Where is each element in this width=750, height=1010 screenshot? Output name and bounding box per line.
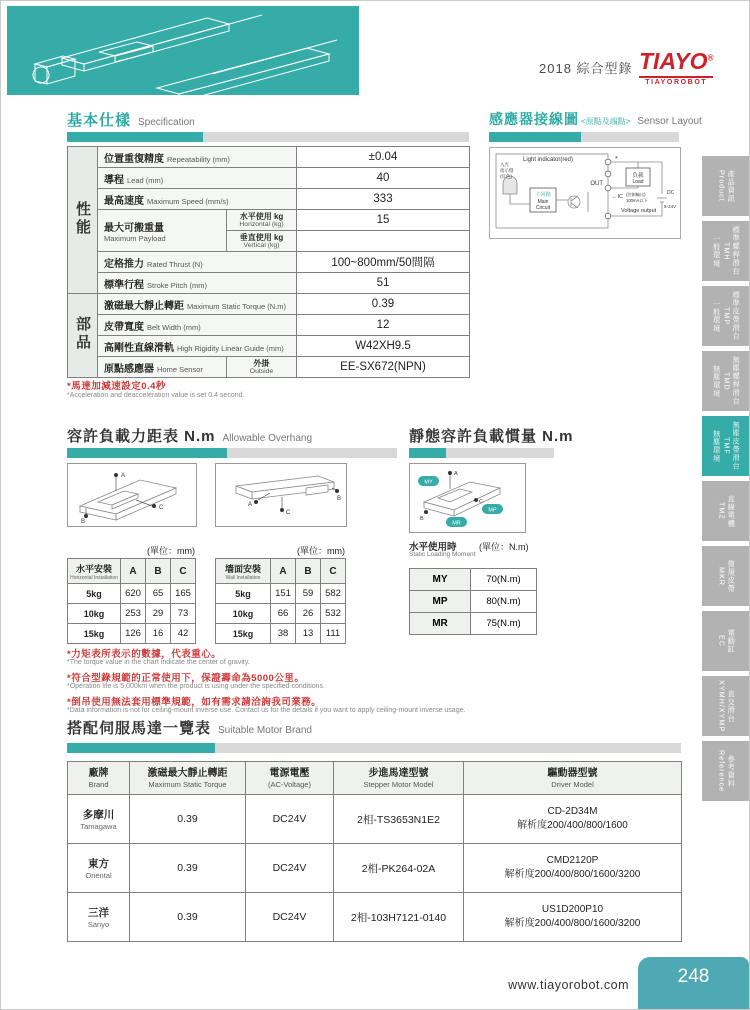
table-row: 多摩川 Tamagawa 0.39 DC24V 2相-TS3653N1E2 CD-2D34M 解析度200/400/800/1600: [68, 795, 682, 844]
point-b-label: B: [337, 496, 342, 502]
motor-title-zh: 搭配伺服馬達一覽表: [67, 720, 212, 737]
spec-group-parts: 部品: [68, 294, 98, 378]
spec-value-na: [297, 231, 470, 252]
spec-label: 高剛性直線滑軌 High Rigidity Linear Guide (mm): [98, 336, 297, 357]
spec-title-zh: 基本仕樣: [67, 112, 132, 129]
col-header-install: 水平安裝 Horizontal Installation: [68, 559, 121, 584]
point-a-label: A: [454, 471, 458, 477]
dc-label-1: DC: [667, 190, 675, 196]
table-row: 15kg 126 16 42: [68, 624, 196, 644]
overhang-title-en: Allowable Overhang: [222, 433, 313, 444]
spec-sublabel-horizontal: 水平使用 kg Horizontal (kg): [227, 210, 297, 231]
logo-text: TIAYO®: [639, 47, 714, 74]
spec-value: 15: [297, 210, 470, 231]
spec-value: ±0.04: [297, 147, 470, 168]
col-header-b: B: [146, 559, 171, 584]
sensor-title-zh: 感應器接線圖: [489, 111, 579, 127]
col-header-a: A: [271, 559, 296, 584]
overhang-diagram-horizontal: [67, 463, 197, 527]
main-circuit-en1: Main: [537, 199, 549, 205]
ic-note-2: 100mA以下: [626, 198, 648, 203]
table-row: 三洋 Sanyo 0.39 DC24V 2相-103H7121-0140 US1D200P10 解析度200/400/800/1600/3200: [68, 893, 682, 942]
sidebar-tab-tmz[interactable]: 直線電機 TMZ: [702, 481, 750, 541]
load-zh: 負載: [632, 173, 644, 179]
spec-note-en: *Acceleration and deacceleration value is set 0.4 second.: [67, 392, 245, 399]
overhang-title-bar: [67, 448, 397, 458]
ic-label: ←IC: [612, 194, 623, 200]
motor-title-bar: [67, 743, 681, 753]
spec-value: 12: [297, 315, 470, 336]
col-header-b: B: [296, 559, 321, 584]
static-title-bar: [409, 448, 554, 458]
spec-label: 導程 Lead (mm): [98, 168, 297, 189]
unit-label-mm: (單位：mm): [297, 546, 345, 556]
spec-sublabel-outside: 外掛 Outside: [227, 357, 297, 378]
table-row: MP 80(N.m): [410, 591, 537, 613]
spec-value: 51: [297, 273, 470, 294]
led-label-1: 入光: [500, 162, 509, 167]
asterisk-mark: *: [615, 156, 618, 163]
spec-sublabel-vertical: 垂直使用 kg Vertical (kg): [227, 231, 297, 252]
voltage-output-label: Voltage output: [621, 208, 657, 214]
spec-table: [67, 146, 470, 378]
spec-title-en: Specification: [138, 117, 195, 128]
moment-my-label: MY: [424, 479, 433, 486]
overhang-section-title: [67, 425, 312, 446]
sidebar-tab-mkr[interactable]: 微規皮帶 MKR: [702, 546, 750, 606]
spec-value: 333: [297, 189, 470, 210]
table-row: 10kg 253 29 73: [68, 604, 196, 624]
table-row: MR 75(N.m): [410, 613, 537, 635]
overhang-note-en: *The torque value in the chart indicate the center of gravity.: [67, 659, 250, 666]
overhang-note-zh: *符合型錄規範的正常使用下，保證壽命為5000公里。: [67, 673, 305, 684]
sensor-title-bar: [489, 132, 679, 142]
main-circuit-en2: Circuit: [535, 205, 551, 211]
motor-brand-table: [67, 761, 682, 942]
sensor-section-title: [489, 109, 702, 129]
sidebar-tab-product[interactable]: 產品資訊 Product: [702, 156, 750, 216]
sidebar-tab-tmp[interactable]: 標準皮帶滑台TMP 一般環境: [702, 286, 750, 346]
sidebar-tab-ec[interactable]: 電動缸 EC: [702, 611, 750, 671]
website-url[interactable]: www.tiayorobot.com: [508, 978, 629, 992]
static-moment-diagram: [409, 463, 526, 533]
sidebar-tab-tmh[interactable]: 標準螺桿滑台TMH 一般環境: [702, 221, 750, 281]
point-c-label: C: [286, 510, 291, 516]
moment-mp-label: MP: [488, 507, 497, 514]
moment-mr-label: MR: [452, 520, 461, 527]
led-label-3: (紅色): [500, 174, 512, 179]
point-c-label: C: [479, 499, 483, 505]
sensor-wiring-diagram: [489, 147, 681, 239]
unit-label-mm: (單位：mm): [147, 546, 195, 556]
col-header-install: 墙面安裝 Wall Installation: [216, 559, 271, 584]
col-header-a: A: [121, 559, 146, 584]
motor-title-en: Suitable Motor Brand: [218, 725, 312, 736]
linear-actuator-drawing: [7, 6, 359, 95]
spec-value: 100~800mm/50間隔: [297, 252, 470, 273]
spec-value: 0.39: [297, 294, 470, 315]
overhang-note-zh: *力矩表所表示的數據，代表重心。: [67, 649, 222, 660]
sidebar-tab-tmd[interactable]: 無塵螺桿滑台TMD 無塵環境: [702, 351, 750, 411]
spec-label: 原點感應器 Home Sensor: [98, 357, 227, 378]
table-row: 10kg 66 26 532: [216, 604, 346, 624]
dc-label-2: 5-24V: [664, 204, 677, 209]
overhang-note-en: *Operation life is 5,000km when the product is using under the specified conditions.: [67, 683, 325, 690]
table-row: MY 70(N.m): [410, 569, 537, 591]
point-c-label: C: [159, 505, 164, 511]
spec-section-title: [67, 109, 195, 130]
point-a-label: A: [121, 473, 126, 479]
spec-label-payload: 最大可搬重量 Maximum Payload: [98, 210, 227, 252]
catalog-year-label: 2018 綜合型錄: [539, 61, 633, 76]
sidebar-tab-tmf-active[interactable]: 無塵皮帶滑台TMF 無塵環境: [702, 416, 750, 476]
brand-logo: [639, 46, 713, 86]
spec-group-performance: 性能: [68, 147, 98, 294]
spec-label: 最高速度 Maximum Speed (mm/s): [98, 189, 297, 210]
spec-value: EE-SX672(NPN): [297, 357, 470, 378]
logo-subtext: TIAYOROBOT: [639, 76, 713, 86]
spec-label: 激磁最大靜止轉距 Maximum Static Torque (N.m): [98, 294, 297, 315]
out-label: OUT: [590, 181, 603, 187]
unit-label-nm: (單位：N.m): [479, 542, 529, 552]
spec-label: 皮帶寬度 Belt Width (mm): [98, 315, 297, 336]
static-moment-table: [409, 568, 537, 635]
spec-value: 40: [297, 168, 470, 189]
spec-value: W42XH9.5: [297, 336, 470, 357]
light-indicator-label: Light indicator(red): [522, 157, 574, 163]
table-row: 15kg 38 13 111: [216, 624, 346, 644]
static-moment-section-title: [409, 425, 574, 446]
overhang-diagram-wall: [215, 463, 347, 527]
main-circuit-zh: 主回路: [535, 192, 551, 198]
point-a-label: A: [248, 502, 253, 508]
led-label-2: 指示燈: [500, 168, 514, 173]
sensor-title-en: Sensor Layout: [637, 116, 702, 127]
col-header-driver: 驅動器型號 Driver Model: [464, 762, 682, 795]
sidebar-tab-xy[interactable]: 直交滑台 XYMH/XYMP: [702, 676, 750, 736]
static-usage-en: Static Loading Moment: [409, 551, 476, 558]
spec-note-zh: *馬達加減速設定0.4秒: [67, 381, 166, 392]
col-header-stepper: 步進馬達型號 Stepper Motor Model: [334, 762, 464, 795]
table-row: 5kg 151 59 582: [216, 584, 346, 604]
col-header-brand: 廠牌 Brand: [68, 762, 130, 795]
col-header-c: C: [321, 559, 346, 584]
motor-section-title: [67, 717, 312, 738]
col-header-voltage: 電源電壓 (AC-Voltage): [246, 762, 334, 795]
wall-install-table: [215, 558, 346, 644]
point-b-label: B: [81, 519, 86, 524]
static-usage-zh: 水平使用時: [409, 542, 457, 553]
static-title-zh: 靜態容許負載慣量 N.m: [409, 428, 574, 445]
table-row: 5kg 620 65 165: [68, 584, 196, 604]
sensor-title-note: <原點及端點>: [581, 117, 631, 126]
header-product-illustration: [7, 6, 359, 95]
spec-label: 位置重復精度 Repeatability (mm): [98, 147, 297, 168]
spec-label: 標準行程 Stroke Pitch (mm): [98, 273, 297, 294]
sidebar-tab-reference[interactable]: 參考資料 Reference: [702, 741, 750, 801]
page-number-tab: 248: [638, 957, 749, 1009]
point-b-label: B: [420, 516, 424, 522]
horizontal-install-table: [67, 558, 196, 644]
overhang-title-zh: 容許負載力距表 N.m: [67, 428, 216, 445]
ic-note-1: (控制輸出): [626, 192, 646, 197]
overhang-note-en: *Data information is not for ceiling-mount inverse use. Contact us for the details if you want to apply ceiling-mount inverse usage.: [67, 707, 466, 714]
load-en: Load: [632, 179, 644, 185]
overhang-note-zh: *倒吊使用無法套用標準規範，如有需求請洽詢我司業務。: [67, 697, 322, 708]
col-header-torque: 激磁最大靜止轉距 Maximum Static Torque: [130, 762, 246, 795]
spec-title-bar: [67, 132, 469, 142]
col-header-c: C: [171, 559, 196, 584]
table-row: 東方 Oriental 0.39 DC24V 2相-PK264-02A CMD2120P 解析度200/400/800/1600/3200: [68, 844, 682, 893]
spec-label: 定格推力 Rated Thrust (N): [98, 252, 297, 273]
registered-mark-icon: ®: [707, 53, 714, 62]
